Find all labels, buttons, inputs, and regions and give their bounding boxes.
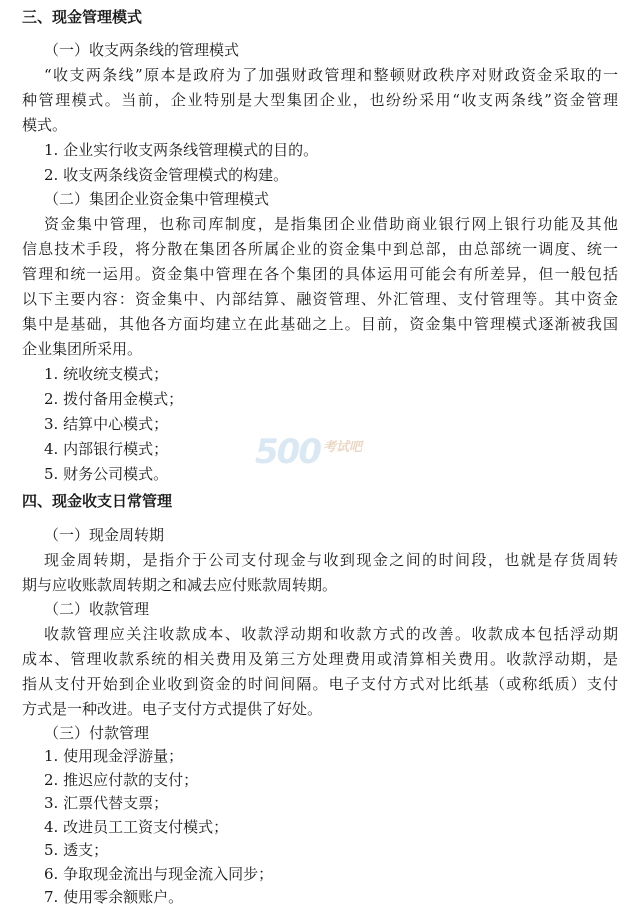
list-item: 2. 拨付备用金模式； [44,390,184,408]
watermark-text: 考试吧 [323,440,363,455]
watermark-logo [255,432,395,474]
subsection-title: （二）集团企业资金集中管理模式 [44,190,270,208]
paragraph-line: 现金周转期，是指介于公司支付现金与收到现金之间的时间段，也就是存货周转 [44,551,618,569]
paragraph-line: 方式是一种改进。电子支付方式提供了好处。 [22,700,323,718]
list-item: 1. 统收统支模式； [44,365,169,383]
subsection-title: （一）现金周转期 [44,526,165,544]
paragraph-line: 集中是基础，其他各方面均建立在此基础之上。目前，资金集中管理模式逐渐被我国 [22,315,618,333]
paragraph-line: 以下主要内容：资金集中、内部结算、融资管理、外汇管理、支付管理等。其中资金 [22,290,618,308]
paragraph-line: 信息技术手段，将分散在集团各所属企业的资金集中到总部，由总部统一调度、统一 [22,240,618,258]
list-item: 2. 收支两条线资金管理模式的构建。 [44,166,289,184]
section-heading: 三、现金管理模式 [22,8,143,26]
list-item: 6. 争取现金流出与现金流入同步； [44,864,274,883]
paragraph-line: 成本、管理收款系统的相关费用及第三方处理费用或清算相关费用。收款浮动期，是 [22,650,618,668]
list-item: 4. 改进员工工资支付模式； [44,817,229,836]
list-item: 3. 汇票代替支票； [44,794,169,812]
subsection-title: （一）收支两条线的管理模式 [44,41,240,59]
paragraph-line: 管理和统一运用。资金集中管理在各个集团的具体运用可能会有所差异，但一般包括 [22,265,618,283]
paragraph-line: 收款管理应关注收款成本、收款浮动期和收款方式的改善。收款成本包括浮动期 [44,625,618,643]
list-item: 3. 结算中心模式； [44,415,169,433]
paragraph-line: 模式。 [22,116,68,134]
list-item: 1. 使用现金浮游量； [44,747,184,765]
watermark-number: 500 [255,432,320,472]
subsection-title: （三）付款管理 [44,724,150,742]
list-item: 7. 使用零余额账户。 [44,888,184,906]
list-item: 4. 内部银行模式； [44,440,169,458]
list-item: 2. 推迟应付款的支付； [44,770,199,789]
list-item: 5. 透支； [44,841,109,859]
paragraph-line: 种管理模式。当前，企业特别是大型集团企业，也纷纷采用“收支两条线”资金管理 [22,91,618,109]
paragraph-line: 期与应收账款周转期之和减去应付账款周转期。 [22,576,338,594]
paragraph-line: 指从支付开始到企业收到资金的时间间隔。电子支付方式对比纸基（或称纸质）支付 [22,675,618,693]
paragraph-line: “收支两条线”原本是政府为了加强财政管理和整顿财政秩序对财政资金采取的一 [44,66,618,84]
paragraph-line: 企业集团所采用。 [22,340,143,358]
subsection-title: （二）收款管理 [44,600,150,618]
list-item: 1. 企业实行收支两条线管理模式的目的。 [44,141,319,159]
list-item: 5. 财务公司模式。 [44,465,169,483]
paragraph-line: 资金集中管理，也称司库制度，是指集团企业借助商业银行网上银行功能及其他 [44,215,618,233]
section-heading: 四、现金收支日常管理 [22,492,173,510]
